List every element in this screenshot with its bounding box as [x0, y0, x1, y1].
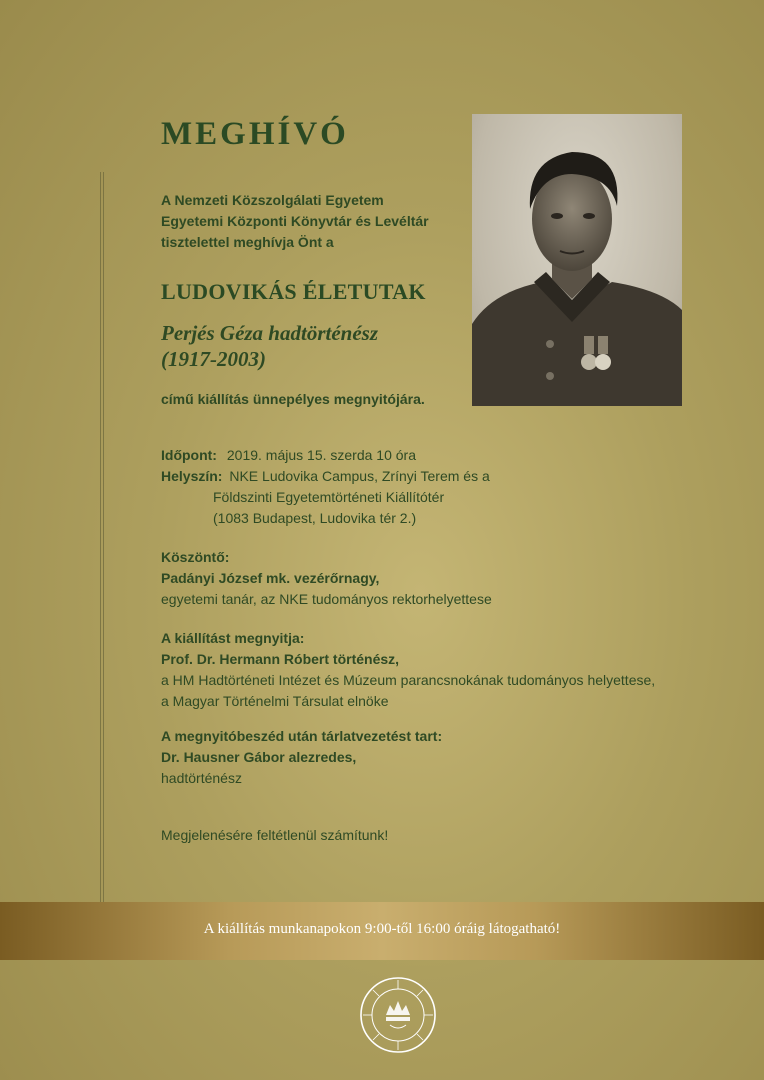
tour-name: Dr. Hausner Gábor alezredes, — [161, 749, 357, 765]
place-row — [161, 466, 490, 487]
university-seal-icon — [358, 975, 438, 1055]
rsvp-text: Megjelenésére feltétlenül számítunk! — [161, 827, 389, 843]
exhibition-subtitle — [161, 320, 378, 372]
intro-line-3: tisztelettel meghívja Önt a — [161, 234, 334, 250]
place-line-1: NKE Ludovika Campus, Zrínyi Terem és a — [229, 468, 490, 484]
opening-role-2: a Magyar Történelmi Társulat elnöke — [161, 693, 389, 709]
place-label: Helyszín: — [161, 468, 223, 484]
decorative-line-left — [100, 172, 101, 904]
decorative-line-right — [103, 172, 104, 904]
portrait-photo — [472, 114, 682, 406]
time-value: 2019. május 15. szerda 10 óra — [226, 447, 416, 463]
opening-name: Prof. Dr. Hermann Róbert történész, — [161, 651, 400, 667]
opening-hours-banner — [0, 902, 764, 960]
opening-role-1: a HM Hadtörténeti Intézet és Múzeum parancsnokának tudományos helyettese, — [161, 672, 656, 688]
tour-role: hadtörténész — [161, 770, 242, 786]
portrait-illustration — [472, 114, 682, 406]
banner-text: A kiállítás munkanapokon 9:00-től 16:00 óráig látogatható! — [203, 921, 561, 937]
time-row — [161, 445, 416, 466]
greeting-role: egyetemi tanár, az NKE tudományos rektorhelyettese — [161, 591, 492, 607]
page-title: MEGHÍVÓ — [161, 116, 349, 152]
place-line-2: Földszinti Egyetemtörténeti Kiállítótér — [213, 489, 445, 505]
exhibition-heading: LUDOVIKÁS ÉLETUTAK — [161, 279, 426, 304]
time-label: Időpont: — [161, 447, 217, 463]
subtitle-line-2: (1917-2003) — [161, 347, 266, 371]
intro-line-2: Egyetemi Központi Könyvtár és Levéltár — [161, 213, 429, 229]
place-line-3: (1083 Budapest, Ludovika tér 2.) — [213, 510, 417, 526]
greeting-name: Padányi József mk. vezérőrnagy, — [161, 570, 380, 586]
exhibition-closing: című kiállítás ünnepélyes megnyitójára. — [161, 391, 425, 407]
subtitle-line-1: Perjés Géza hadtörténész — [161, 321, 378, 345]
tour-label: A megnyitóbeszéd után tárlatvezetést tart: — [161, 728, 443, 744]
intro-line-1: A Nemzeti Közszolgálati Egyetem — [161, 192, 384, 208]
greeting-label: Köszöntő: — [161, 549, 230, 565]
opening-label: A kiállítást megnyitja: — [161, 630, 305, 646]
